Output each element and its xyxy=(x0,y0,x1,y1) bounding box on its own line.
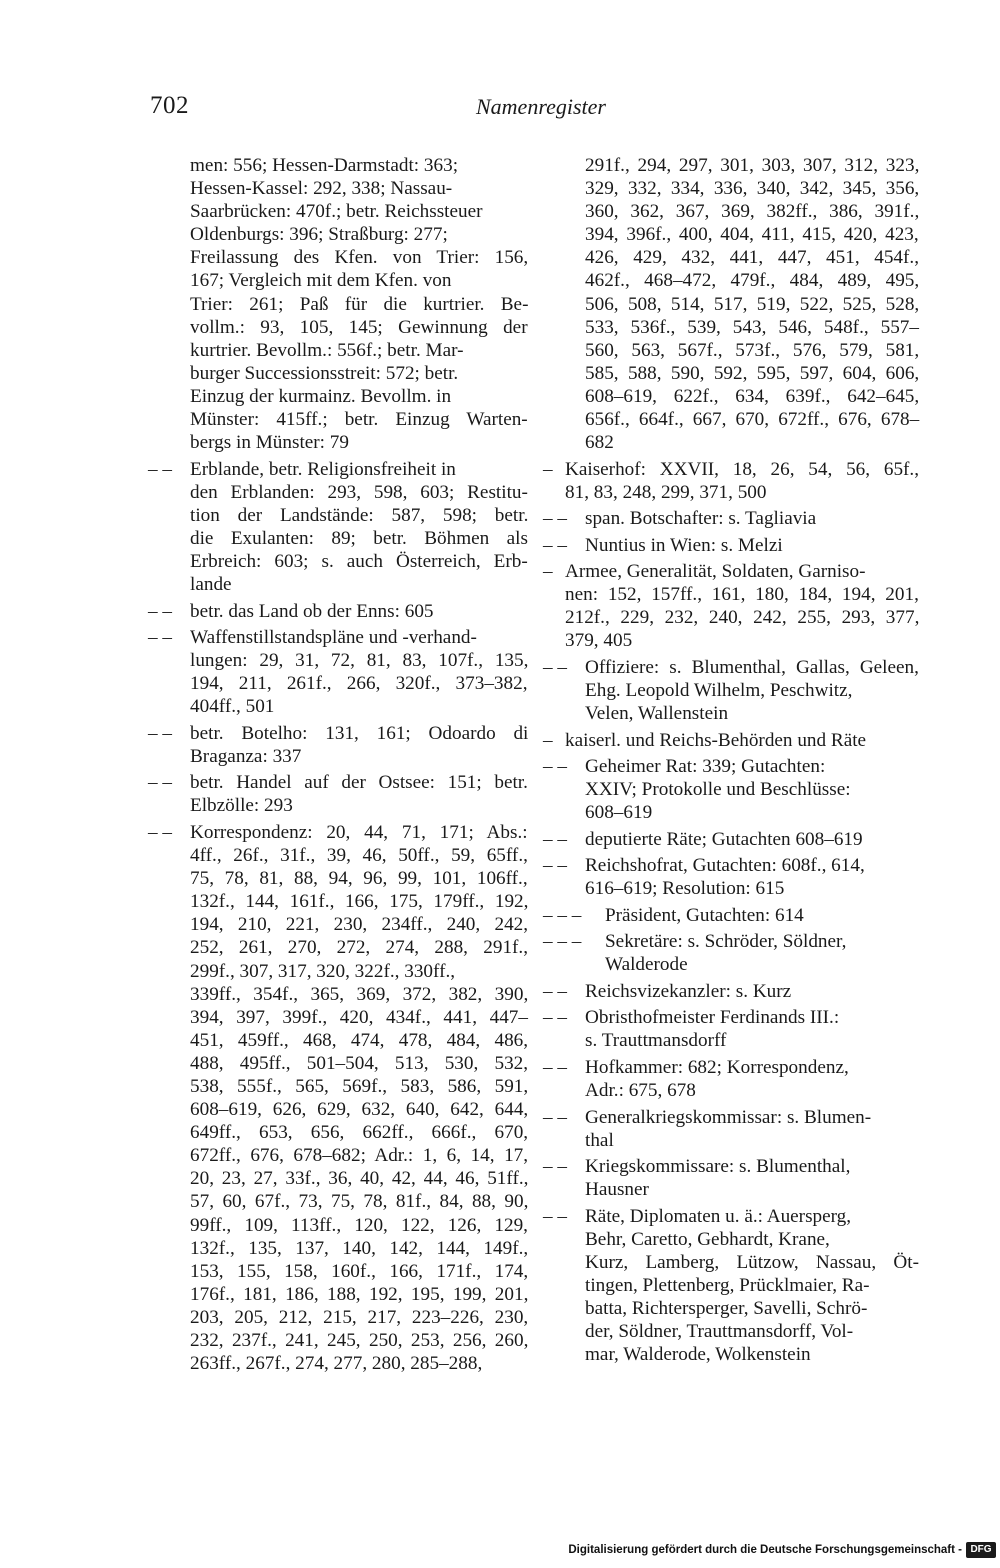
index-line xyxy=(543,656,919,679)
index-line xyxy=(148,771,528,794)
index-line: 291f., 294, 297, 301, 303, 307, 312, 323, xyxy=(585,155,920,176)
hierarchy-dash: – – xyxy=(148,458,172,480)
hierarchy-dash: – – – xyxy=(543,904,582,926)
index-line xyxy=(148,600,528,623)
index-line: Velen, Wallenstein xyxy=(585,703,729,725)
funding-note: Digitalisierung gefördert durch die Deutsche Forschungsgemeinschaft - xyxy=(568,1544,962,1556)
page-number: 702 xyxy=(150,92,189,119)
index-entry xyxy=(543,1205,919,1367)
index-line: Adr.: 675, 678 xyxy=(585,1080,696,1102)
index-entry xyxy=(148,722,528,768)
index-text: Sekretäre: s. Schröder, Söldner, xyxy=(605,931,847,953)
index-line: 20, 23, 27, 33f., 36, 40, 42, 44, 46, 51ff., xyxy=(190,1168,529,1190)
index-entry xyxy=(543,854,919,900)
hierarchy-dash: – – xyxy=(148,722,172,744)
index-line: 203, 205, 212, 215, 217, 223–226, 230, xyxy=(190,1306,529,1328)
index-entry xyxy=(148,458,528,597)
index-text: Kaiserhof: XXVII, 18, 26, 54, 56, 65f., xyxy=(565,458,920,480)
index-line: 506, 508, 514, 517, 519, 522, 525, 528, xyxy=(585,293,920,315)
index-entry xyxy=(543,656,919,725)
hierarchy-dash: – – xyxy=(543,980,567,1002)
hierarchy-dash: – – xyxy=(543,534,567,556)
index-text: Geheimer Rat: 339; Gutachten: xyxy=(585,756,826,778)
index-line: 132f., 135, 137, 140, 142, 144, 149f., xyxy=(190,1237,529,1259)
index-line xyxy=(543,980,919,1003)
index-text: Korrespondenz: 20, 44, 71, 171; Abs.: xyxy=(190,821,528,843)
index-line: Behr, Caretto, Gebhardt, Krane, xyxy=(585,1228,830,1250)
index-line xyxy=(543,507,919,530)
index-line xyxy=(148,458,528,481)
hierarchy-dash: – – xyxy=(148,627,172,649)
index-line: 672ff., 676, 678–682; Adr.: 1, 6, 14, 17, xyxy=(190,1145,529,1167)
index-line: bergs in Münster: 79 xyxy=(190,432,349,454)
index-line xyxy=(148,626,528,649)
dfg-logo-icon: DFG xyxy=(966,1542,996,1558)
index-entry xyxy=(543,1006,919,1052)
index-line: Trier: 261; Paß für die kurtrier. Be- xyxy=(190,293,529,315)
hierarchy-dash: – – xyxy=(543,1056,567,1078)
hierarchy-dash: – – xyxy=(543,756,567,778)
hierarchy-dash: – – xyxy=(543,508,567,530)
index-line: Ehg. Leopold Wilhelm, Peschwitz, xyxy=(585,680,853,702)
index-line: 360, 362, 367, 369, 382ff., 386, 391f., xyxy=(585,201,920,223)
index-line: 682 xyxy=(585,432,614,454)
index-entry xyxy=(543,154,919,454)
index-line: 451, 459ff., 468, 474, 478, 484, 486, xyxy=(190,1029,529,1051)
index-line xyxy=(543,458,919,481)
hierarchy-dash: – – xyxy=(543,656,567,678)
index-line: Elbzölle: 293 xyxy=(190,795,293,817)
index-line xyxy=(543,1155,919,1178)
footer xyxy=(0,1536,1000,1568)
index-text: deputierte Räte; Gutachten 608–619 xyxy=(585,828,863,850)
index-line xyxy=(543,828,919,851)
index-line: XXIV; Protokolle und Beschlüsse: xyxy=(585,779,851,801)
index-entry xyxy=(148,600,528,623)
index-entry xyxy=(543,930,919,976)
index-line xyxy=(148,722,528,745)
index-entry xyxy=(148,154,528,454)
index-line: mar, Walderode, Wolkenstein xyxy=(585,1344,811,1366)
index-line: 608–619, 626, 629, 632, 640, 642, 644, xyxy=(190,1099,529,1121)
index-line: burger Successionsstreit: 572; betr. xyxy=(190,362,459,384)
index-text: Obristhofmeister Ferdinands III.: xyxy=(585,1007,840,1029)
index-line: 299f., 307, 317, 320, 322f., 330ff., xyxy=(190,960,456,982)
index-line: nen: 152, 157ff., 161, 180, 184, 194, 201, xyxy=(565,584,919,606)
hierarchy-dash: – – xyxy=(148,600,172,622)
index-line xyxy=(543,560,919,583)
index-text: Waffenstillstandspläne und -verhand- xyxy=(190,627,477,649)
index-line xyxy=(543,854,919,877)
index-line: 462f., 468–472, 479f., 484, 489, 495, xyxy=(585,270,920,292)
index-line: 339ff., 354f., 365, 369, 372, 382, 390, xyxy=(190,983,529,1005)
index-line: der, Söldner, Trauttmansdorff, Vol- xyxy=(585,1321,854,1343)
index-column-left xyxy=(148,154,528,1379)
index-line: Einzug der kurmainz. Bevollm. in xyxy=(190,385,452,407)
index-text: Erblande, betr. Religionsfreiheit in xyxy=(190,458,456,480)
index-line xyxy=(148,821,528,844)
index-line: 656f., 664f., 667, 670, 672ff., 676, 678– xyxy=(585,409,920,431)
index-text: Räte, Diplomaten u. ä.: Auersperg, xyxy=(585,1205,852,1227)
index-entry xyxy=(148,821,528,1375)
index-column-right xyxy=(543,154,919,1370)
index-line: Kurz, Lamberg, Lützow, Nassau, Öt- xyxy=(585,1251,919,1273)
hierarchy-dash: – – xyxy=(148,821,172,843)
index-line: 649ff., 653, 656, 662ff., 666f., 670, xyxy=(190,1122,529,1144)
index-line: Erbreich: 603; s. auch Österreich, Erb- xyxy=(190,550,528,572)
index-line xyxy=(543,1056,919,1079)
index-line xyxy=(543,534,919,557)
index-line: Münster: 415ff.; betr. Einzug Warten- xyxy=(190,409,528,431)
index-text: Armee, Generalität, Soldaten, Garniso- xyxy=(565,561,866,583)
hierarchy-dash: – – – xyxy=(543,931,582,953)
index-line: 132f., 144, 161f., 166, 175, 179ff., 192, xyxy=(190,891,529,913)
hierarchy-dash: – xyxy=(543,458,553,480)
hierarchy-dash: – – xyxy=(543,855,567,877)
index-line: 4ff., 26f., 31f., 39, 46, 50ff., 59, 65ff., xyxy=(190,845,528,867)
index-line: 99ff., 109, 113ff., 120, 122, 126, 129, xyxy=(190,1214,528,1236)
index-line: 608–619 xyxy=(585,802,653,824)
index-line: 194, 210, 221, 230, 234ff., 240, 242, xyxy=(190,914,529,936)
hierarchy-dash: – xyxy=(543,729,553,751)
index-line xyxy=(543,755,919,778)
index-line: lungen: 29, 31, 72, 81, 83, 107f., 135, xyxy=(190,650,529,672)
index-entry xyxy=(543,980,919,1003)
index-line: 57, 60, 67f., 73, 75, 78, 81f., 84, 88, 90, xyxy=(190,1191,529,1213)
index-line: tingen, Plettenberg, Prücklmaier, Ra- xyxy=(585,1274,870,1296)
index-line: 153, 155, 158, 160f., 166, 171f., 174, xyxy=(190,1260,529,1282)
hierarchy-dash: – – xyxy=(543,1156,567,1178)
index-line: 585, 588, 590, 592, 595, 597, 604, 606, xyxy=(585,362,920,384)
index-line: thal xyxy=(585,1129,614,1151)
index-line: s. Trauttmansdorff xyxy=(585,1030,727,1052)
index-line: Walderode xyxy=(605,954,688,976)
index-line: Hessen-Kassel: 292, 338; Nassau- xyxy=(190,178,453,200)
index-line: batta, Richtersperger, Savelli, Schrö- xyxy=(585,1298,868,1320)
index-entry xyxy=(543,458,919,504)
index-line: 538, 555f., 565, 569f., 583, 586, 591, xyxy=(190,1076,529,1097)
index-line: 616–619; Resolution: 615 xyxy=(585,878,785,900)
index-line: 404ff., 501 xyxy=(190,696,275,718)
hierarchy-dash: – – xyxy=(543,1205,567,1227)
hierarchy-dash: – xyxy=(543,561,553,583)
index-line: Hausner xyxy=(585,1179,649,1201)
index-entry xyxy=(543,1155,919,1201)
hierarchy-dash: – – xyxy=(543,1007,567,1029)
index-line: den Erblanden: 293, 598, 603; Restitu- xyxy=(190,481,528,503)
index-line: 394, 397, 399f., 420, 434f., 441, 447– xyxy=(190,1006,528,1028)
index-line: 176f., 181, 186, 188, 192, 195, 199, 201, xyxy=(190,1283,529,1305)
index-line: Braganza: 337 xyxy=(190,745,302,767)
index-line: Freilassung des Kfen. von Trier: 156, xyxy=(190,247,529,269)
index-line: 232, 237f., 241, 245, 250, 253, 256, 260, xyxy=(190,1330,529,1352)
index-line: Oldenburgs: 396; Straßburg: 277; xyxy=(190,224,448,246)
index-entry xyxy=(543,507,919,530)
index-text: span. Botschafter: s. Tagliavia xyxy=(585,508,817,530)
hierarchy-dash: – – xyxy=(148,772,172,794)
index-text: Offiziere: s. Blumenthal, Gallas, Geleen, xyxy=(585,656,919,678)
index-line: 394, 396f., 400, 404, 411, 415, 420, 423, xyxy=(585,224,919,246)
index-text: betr. Handel auf der Ostsee: 151; betr. xyxy=(190,772,528,794)
hierarchy-dash: – – xyxy=(543,1106,567,1128)
index-text: betr. das Land ob der Enns: 605 xyxy=(190,600,434,622)
index-line xyxy=(543,1006,919,1029)
index-line: 252, 261, 270, 272, 274, 288, 291f., xyxy=(190,937,529,959)
index-text: Präsident, Gutachten: 614 xyxy=(605,904,804,926)
index-text: Nuntius in Wien: s. Melzi xyxy=(585,534,783,556)
index-entry xyxy=(543,755,919,824)
index-line: die Exulanten: 89; betr. Böhmen als xyxy=(190,527,528,549)
index-line xyxy=(543,1205,919,1228)
index-text: betr. Botelho: 131, 161; Odoardo di xyxy=(190,722,529,744)
index-text: Hofkammer: 682; Korrespondenz, xyxy=(585,1056,849,1078)
index-text: kaiserl. und Reichs-Behörden und Räte xyxy=(565,729,867,751)
index-line: tion der Landstände: 587, 598; betr. xyxy=(190,504,529,526)
index-line xyxy=(543,729,919,752)
index-entry xyxy=(148,626,528,718)
index-line: 212f., 229, 232, 240, 242, 255, 293, 377, xyxy=(565,607,920,629)
index-line: 533, 536f., 539, 543, 546, 548f., 557– xyxy=(585,316,919,338)
index-line: 75, 78, 81, 88, 94, 96, 99, 101, 106ff., xyxy=(190,868,528,890)
index-line: 560, 563, 567f., 573f., 576, 579, 581, xyxy=(585,339,920,361)
index-line: 426, 429, 432, 441, 447, 451, 454f., xyxy=(585,247,920,269)
index-line: 488, 495ff., 501–504, 513, 530, 532, xyxy=(190,1052,529,1074)
index-line: men: 556; Hessen-Darmstadt: 363; xyxy=(190,155,459,176)
index-entry xyxy=(543,729,919,752)
index-entry xyxy=(148,771,528,817)
index-line: 81, 83, 248, 299, 371, 500 xyxy=(565,481,767,503)
index-entry xyxy=(543,904,919,927)
index-line: Saarbrücken: 470f.; betr. Reichssteuer xyxy=(190,201,483,223)
index-entry xyxy=(543,560,919,652)
index-entry xyxy=(543,828,919,851)
index-entry xyxy=(543,1056,919,1102)
index-line: 379, 405 xyxy=(565,630,633,652)
index-line xyxy=(543,930,919,953)
index-text: Reichshofrat, Gutachten: 608f., 614, xyxy=(585,855,865,877)
index-line: 194, 211, 261f., 266, 320f., 373–382, xyxy=(190,673,528,695)
index-line: 263ff., 267f., 274, 277, 280, 285–288, xyxy=(190,1353,483,1375)
index-line: lande xyxy=(190,574,232,596)
hierarchy-dash: – – xyxy=(543,828,567,850)
index-line: 167; Vergleich mit dem Kfen. von xyxy=(190,270,452,292)
running-head: Namenregister xyxy=(476,94,606,119)
index-entry xyxy=(543,534,919,557)
index-text: Kriegskommissare: s. Blumenthal, xyxy=(585,1156,851,1178)
index-line: 329, 332, 334, 336, 340, 342, 345, 356, xyxy=(585,178,920,200)
index-line: kurtrier. Bevollm.: 556f.; betr. Mar- xyxy=(190,339,464,361)
index-entry xyxy=(543,1106,919,1152)
index-text: Generalkriegskommissar: s. Blumen- xyxy=(585,1106,872,1128)
index-text: Reichsvizekanzler: s. Kurz xyxy=(585,980,792,1002)
index-line xyxy=(543,904,919,927)
index-line xyxy=(543,1106,919,1129)
index-line: vollm.: 93, 105, 145; Gewinnung der xyxy=(190,316,528,338)
index-line: 608–619, 622f., 634, 639f., 642–645, xyxy=(585,385,920,407)
